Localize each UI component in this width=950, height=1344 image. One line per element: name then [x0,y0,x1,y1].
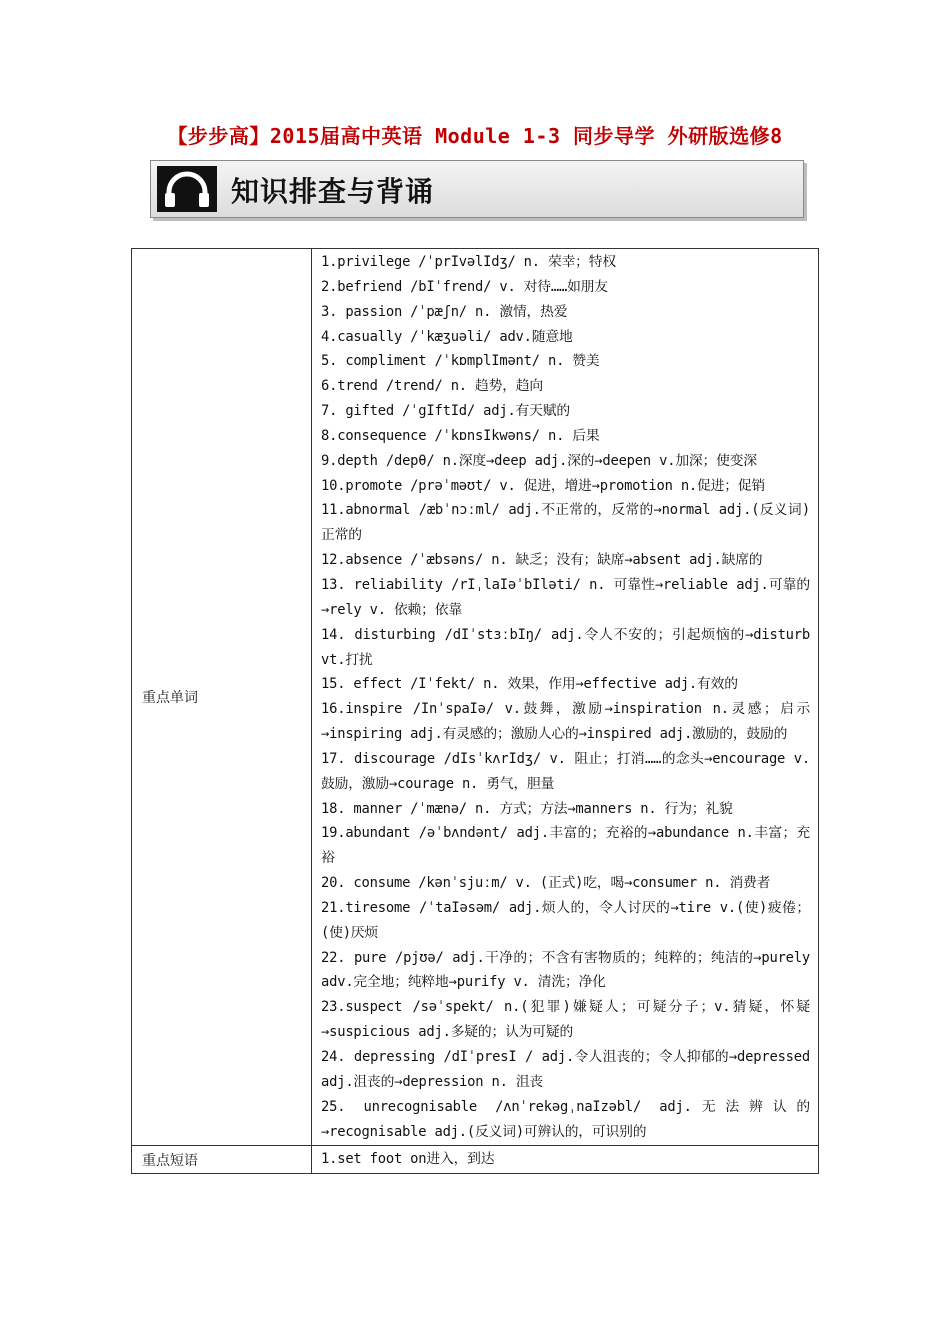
vocab-entry: 22. pure /pjʊə/ adj.干净的；不含有害物质的；纯粹的；纯洁的→purely adv.完全地；纯粹地→purify v. 清洗；净化 [321,949,810,991]
vocab-entry: 9.depth /depθ/ n.深度→deep adj.深的→deepen v.加深；使变深 [321,452,757,469]
vocab-entry: 4.casually /ˈkæʒuəli/ adv.随意地 [321,328,573,345]
vocab-entry: 13. reliability /rIˌlaIəˈbIləti/ n. 可靠性→reliable adj.可靠的→rely v. 依赖；依靠 [321,576,810,618]
vocab-entry: 11.abnormal /æbˈnɔːml/ adj.不正常的，反常的→normal adj.(反义词)正常的 [321,502,810,544]
entries-cell [312,1146,819,1174]
category-cell: 重点短语 [132,1146,312,1174]
vocab-entry: 24. depressing /dIˈpresI / adj.令人沮丧的；令人抑郁的→depressed adj.沮丧的→depression n. 沮丧 [321,1049,810,1090]
vocab-entry: 3. passion /ˈpæʃn/ n. 激情，热爱 [321,303,568,320]
vocab-entry: 19.abundant /əˈbʌndənt/ adj.丰富的；充裕的→abundance n.丰富；充裕 [321,825,810,867]
headphones-icon [157,166,217,212]
vocab-entry: 1.set foot on进入，到达 [321,1151,495,1168]
vocabulary-table [131,248,819,1174]
vocab-entry: 21.tiresome /ˈtaIəsəm/ adj.烦人的，令人讨厌的→tire v.(使)疲倦；(使)厌烦 [321,899,810,941]
vocab-entry: 17. discourage /dIsˈkʌrIdʒ/ v. 阻止；打消……的念头→encourage v. 鼓励，激励→courage n. 勇气，胆量 [321,750,810,792]
table-row [132,249,819,1146]
table-row [132,1146,819,1174]
vocab-entry: 25. unrecognisable /ʌnˈrekəgˌnaIzəbl/ adj.无法辨认的→recognisable adj.(反义词)可辨认的，可识别的 [321,1098,810,1140]
vocab-entry: 14. disturbing /dIˈstɜːbIŋ/ adj.令人不安的；引起烦恼的→disturb vt.打扰 [321,626,810,668]
vocab-entry: 5. compliment /ˈkɒmplImənt/ n. 赞美 [321,353,600,370]
vocab-entry: 16.inspire /InˈspaIə/ v.鼓舞，激励→inspiration n.灵感；启示→inspiring adj.有灵感的；激励人心的→inspired adj.激励的，鼓励的 [321,701,810,743]
vocab-entry: 7. gifted /ˈgIftId/ adj.有天赋的 [321,403,570,420]
vocab-entry: 23.suspect /səˈspekt/ n.(犯罪)嫌疑人；可疑分子；v.猜疑，怀疑→suspicious adj.多疑的；认为可疑的 [321,999,810,1041]
entries-cell [312,249,819,1146]
vocab-entry: 10.promote /prəˈməʊt/ v. 促进，增进→promotion n.促进；促销 [321,477,766,494]
category-cell: 重点单词 [132,249,312,1146]
vocab-entry: 1.privilege /ˈprIvəlIdʒ/ n. 荣幸；特权 [321,254,616,270]
section-banner [150,160,804,218]
vocab-entry: 20. consume /kənˈsjuːm/ v. (正式)吃，喝→consumer n. 消费者 [321,875,771,892]
vocab-entry: 2.befriend /bIˈfrend/ v. 对待……如朋友 [321,278,608,295]
vocab-entry: 15. effect /Iˈfekt/ n. 效果，作用→effective adj.有效的 [321,676,738,693]
vocab-entry: 8.consequence /ˈkɒnsIkwəns/ n. 后果 [321,427,600,444]
vocab-entry: 6.trend /trend/ n. 趋势，趋向 [321,378,544,395]
document-title: 【步步高】2015届高中英语 Module 1-3 同步导学 外研版选修8 [167,124,783,148]
vocab-entry: 12.absence /ˈæbsəns/ n. 缺乏；没有；缺席→absent adj.缺席的 [321,552,763,569]
vocab-entry: 18. manner /ˈmænə/ n. 方式；方法→manners n. 行为；礼貌 [321,800,733,817]
section-label: 知识排查与背诵 [231,175,435,208]
